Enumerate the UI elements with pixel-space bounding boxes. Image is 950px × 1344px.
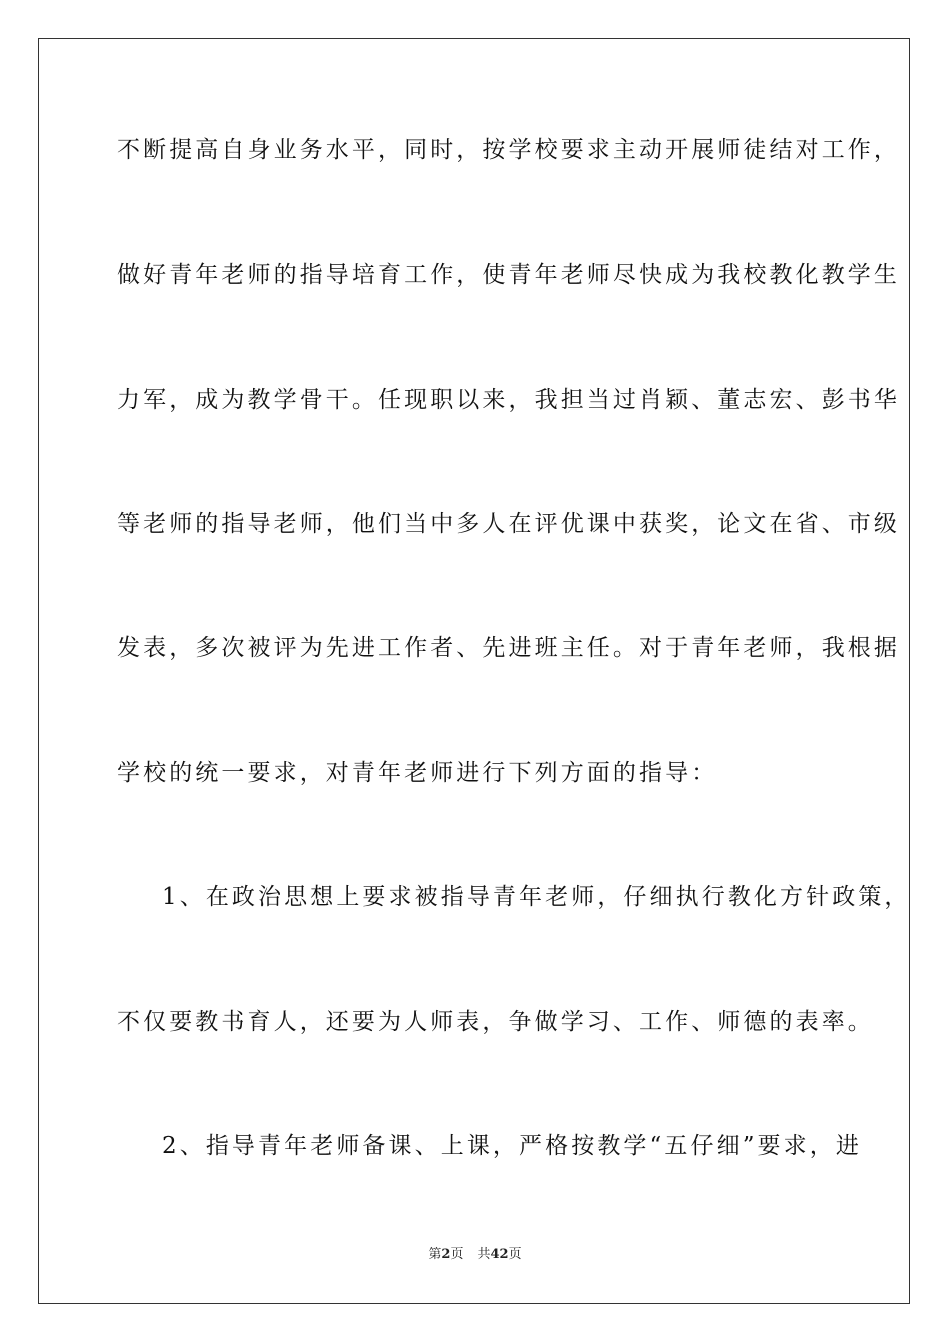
body-line: 不仅要教书育人，还要为人师表，争做学习、工作、师德的表率。 [117,1009,874,1035]
page-border [38,38,910,1304]
body-line: 做好青年老师的指导培育工作，使青年老师尽快成为我校教化教学生 [117,262,900,288]
list-item-line: 1、在政治思想上要求被指导青年老师，仔细执行教化方针政策， [162,884,911,910]
body-line: 学校的统一要求，对青年老师进行下列方面的指导： [117,760,718,786]
total-suffix: 页 [508,1247,522,1262]
total-pages: 42 [490,1247,509,1262]
page-prefix: 第 [428,1247,442,1262]
body-line: 发表，多次被评为先进工作者、先进班主任。对于青年老师，我根据 [117,635,900,661]
total-prefix: 共 [477,1247,491,1262]
body-line: 等老师的指导老师，他们当中多人在评优课中获奖，论文在省、市级 [117,511,900,537]
page-number: 2 [441,1247,451,1262]
list-item-line: 2、指导青年老师备课、上课，严格按教学“五仔细”要求，进 [162,1133,862,1159]
body-line: 力军，成为教学骨干。任现职以来，我担当过肖颖、董志宏、彭书华 [117,387,900,413]
page-footer [0,1246,950,1264]
body-line: 不断提高自身业务水平，同时，按学校要求主动开展师徒结对工作， [117,137,900,163]
page-suffix: 页 [450,1247,464,1262]
